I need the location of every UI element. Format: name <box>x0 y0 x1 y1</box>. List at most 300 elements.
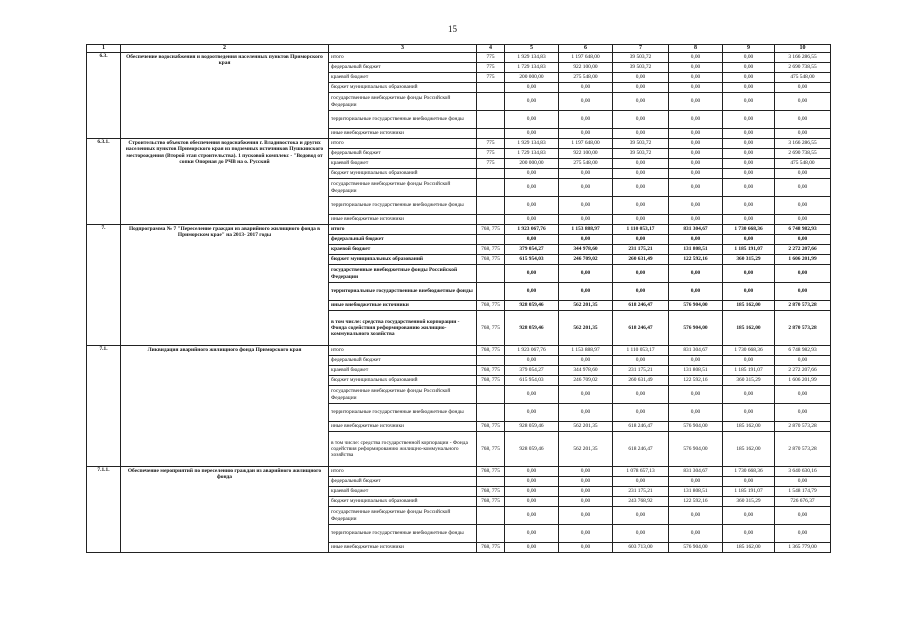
funding-source-label: государственные внебюджетные фонды Российской Федерации <box>329 93 477 111</box>
section-title: Подпрограмма № 7 "Переселение граждан из аварийного жилищного фонда в Приморском крае" на 2013- 2017 годы <box>121 225 329 346</box>
amount-cell: 185 162,00 <box>723 422 775 432</box>
amount-cell: 0,00 <box>613 215 669 225</box>
amount-cell: 562 201,35 <box>559 432 613 467</box>
section-title: Обеспечение мероприятий по переселению граждан из аварийного жилищного фонда <box>121 467 329 553</box>
amount-cell: 0,00 <box>505 283 559 301</box>
amount-cell: 1 929 134,83 <box>505 139 559 149</box>
amount-cell: 576 904,00 <box>669 543 723 553</box>
amount-cell: 0,00 <box>505 179 559 197</box>
code-cell <box>477 129 505 139</box>
amount-cell: 246 709,02 <box>559 255 613 265</box>
amount-cell: 0,00 <box>559 179 613 197</box>
amount-cell: 1 929 134,83 <box>505 53 559 63</box>
funding-source-label: иные внебюджетные источники <box>329 215 477 225</box>
amount-cell: 0,00 <box>559 129 613 139</box>
code-cell: 768, 775 <box>477 497 505 507</box>
amount-cell: 122 592,16 <box>669 255 723 265</box>
table-row <box>87 53 831 63</box>
funding-source-label: итого <box>329 139 477 149</box>
funding-source-label: итого <box>329 467 477 477</box>
amount-cell: 231 175,21 <box>613 366 669 376</box>
code-cell <box>477 283 505 301</box>
funding-source-label: федеральный бюджет <box>329 235 477 245</box>
code-cell <box>477 356 505 366</box>
funding-source-label: государственные внебюджетные фонды Российской Федерации <box>329 265 477 283</box>
amount-cell: 360 315,29 <box>723 255 775 265</box>
code-cell: 768, 775 <box>477 366 505 376</box>
amount-cell: 0,00 <box>613 93 669 111</box>
amount-cell: 1 923 067,76 <box>505 225 559 235</box>
code-cell: 775 <box>477 139 505 149</box>
funding-source-label: в том числе: средства государственной корпорации - Фонда содействия реформированию жилищно-коммунального хозяйства <box>329 432 477 467</box>
amount-cell: 260 631,49 <box>613 255 669 265</box>
code-cell <box>477 169 505 179</box>
code-cell: 775 <box>477 63 505 73</box>
amount-cell: 0,00 <box>775 111 831 129</box>
amount-cell: 0,00 <box>505 497 559 507</box>
amount-cell: 928 059,46 <box>505 432 559 467</box>
amount-cell: 1 185 191,07 <box>723 487 775 497</box>
amount-cell: 0,00 <box>723 53 775 63</box>
amount-cell: 0,00 <box>505 386 559 404</box>
amount-cell: 3 166 286,55 <box>775 139 831 149</box>
column-number: 4 <box>477 45 505 53</box>
amount-cell: 0,00 <box>505 467 559 477</box>
funding-source-label: государственные внебюджетные фонды Российской Федерации <box>329 179 477 197</box>
amount-cell: 0,00 <box>505 404 559 422</box>
funding-source-label: бюджет муниципальных образований <box>329 497 477 507</box>
funding-source-label: федеральный бюджет <box>329 149 477 159</box>
funding-source-label: территориальные государственные внебюджетные фонды <box>329 525 477 543</box>
funding-source-label: краевой бюджет <box>329 159 477 169</box>
amount-cell: 0,00 <box>613 404 669 422</box>
amount-cell: 1 365 779,00 <box>775 543 831 553</box>
amount-cell: 0,00 <box>505 487 559 497</box>
amount-cell: 0,00 <box>559 93 613 111</box>
amount-cell: 0,00 <box>775 235 831 245</box>
amount-cell: 0,00 <box>559 356 613 366</box>
amount-cell: 0,00 <box>723 169 775 179</box>
amount-cell: 0,00 <box>559 404 613 422</box>
amount-cell: 0,00 <box>559 525 613 543</box>
amount-cell: 0,00 <box>775 265 831 283</box>
column-number: 2 <box>121 45 329 53</box>
amount-cell: 379 054,27 <box>505 366 559 376</box>
amount-cell: 615 954,03 <box>505 376 559 386</box>
code-cell <box>477 525 505 543</box>
code-cell <box>477 83 505 93</box>
amount-cell: 200 000,00 <box>505 73 559 83</box>
amount-cell: 360 315,29 <box>723 376 775 386</box>
amount-cell: 1 729 134,83 <box>505 149 559 159</box>
table-row <box>87 225 831 235</box>
amount-cell: 360 315,29 <box>723 497 775 507</box>
amount-cell: 615 954,03 <box>505 255 559 265</box>
code-cell: 768, 775 <box>477 311 505 346</box>
section-code: 7. <box>87 225 121 346</box>
code-cell: 768, 775 <box>477 432 505 467</box>
amount-cell: 39 503,72 <box>613 63 669 73</box>
amount-cell: 0,00 <box>669 139 723 149</box>
amount-cell: 0,00 <box>669 169 723 179</box>
amount-cell: 562 201,35 <box>559 301 613 311</box>
amount-cell: 0,00 <box>505 111 559 129</box>
amount-cell: 0,00 <box>613 356 669 366</box>
funding-source-label: федеральный бюджет <box>329 356 477 366</box>
amount-cell: 0,00 <box>613 129 669 139</box>
amount-cell: 0,00 <box>775 129 831 139</box>
amount-cell: 0,00 <box>613 386 669 404</box>
funding-source-label: в том числе: средства государственной корпорации - Фонда содействия реформированию жилищно-коммунального хозяйства <box>329 311 477 346</box>
funding-source-label: краевой бюджет <box>329 366 477 376</box>
amount-cell: 200 000,00 <box>505 159 559 169</box>
amount-cell: 831 304,67 <box>669 467 723 477</box>
amount-cell: 0,00 <box>505 197 559 215</box>
amount-cell: 0,00 <box>775 525 831 543</box>
code-cell <box>477 477 505 487</box>
amount-cell: 2 272 207,66 <box>775 245 831 255</box>
funding-source-label: краевой бюджет <box>329 487 477 497</box>
amount-cell: 0,00 <box>559 235 613 245</box>
amount-cell: 1 923 067,76 <box>505 346 559 356</box>
amount-cell: 0,00 <box>613 477 669 487</box>
amount-cell: 0,00 <box>669 404 723 422</box>
amount-cell: 2 870 573,28 <box>775 422 831 432</box>
amount-cell: 0,00 <box>669 149 723 159</box>
code-cell <box>477 215 505 225</box>
code-cell <box>477 507 505 525</box>
amount-cell: 0,00 <box>613 197 669 215</box>
amount-cell: 2 690 738,55 <box>775 63 831 73</box>
amount-cell: 0,00 <box>613 83 669 93</box>
amount-cell: 1 730 668,36 <box>723 346 775 356</box>
amount-cell: 246 709,02 <box>559 376 613 386</box>
code-cell <box>477 265 505 283</box>
funding-source-label: иные внебюджетные источники <box>329 543 477 553</box>
amount-cell: 928 059,46 <box>505 301 559 311</box>
funding-source-label: итого <box>329 53 477 63</box>
amount-cell: 0,00 <box>505 507 559 525</box>
amount-cell: 0,00 <box>775 477 831 487</box>
amount-cell: 6 748 982,93 <box>775 346 831 356</box>
amount-cell: 0,00 <box>723 129 775 139</box>
amount-cell: 6 748 982,93 <box>775 225 831 235</box>
amount-cell: 1 185 191,07 <box>723 245 775 255</box>
amount-cell: 1 197 648,00 <box>559 53 613 63</box>
amount-cell: 1 185 191,07 <box>723 366 775 376</box>
amount-cell: 0,00 <box>559 215 613 225</box>
amount-cell: 0,00 <box>775 83 831 93</box>
amount-cell: 0,00 <box>669 197 723 215</box>
section-code: 7.1.1. <box>87 467 121 553</box>
amount-cell: 0,00 <box>723 404 775 422</box>
amount-cell: 231 175,21 <box>613 245 669 255</box>
amount-cell: 231 175,21 <box>613 487 669 497</box>
funding-source-label: итого <box>329 346 477 356</box>
amount-cell: 0,00 <box>775 93 831 111</box>
code-cell: 768, 775 <box>477 467 505 477</box>
amount-cell: 344 978,60 <box>559 366 613 376</box>
section-code: 6.3. <box>87 53 121 139</box>
funding-source-label: территориальные государственные внебюджетные фонды <box>329 404 477 422</box>
amount-cell: 0,00 <box>559 283 613 301</box>
amount-cell: 0,00 <box>505 215 559 225</box>
amount-cell: 0,00 <box>613 507 669 525</box>
funding-source-label: федеральный бюджет <box>329 63 477 73</box>
amount-cell: 922 100,00 <box>559 63 613 73</box>
amount-cell: 0,00 <box>669 265 723 283</box>
amount-cell: 0,00 <box>723 356 775 366</box>
amount-cell: 131 808,51 <box>669 366 723 376</box>
amount-cell: 0,00 <box>613 525 669 543</box>
amount-cell: 0,00 <box>669 129 723 139</box>
amount-cell: 0,00 <box>505 235 559 245</box>
code-cell: 775 <box>477 73 505 83</box>
amount-cell: 0,00 <box>559 467 613 477</box>
amount-cell: 122 592,16 <box>669 497 723 507</box>
amount-cell: 0,00 <box>613 283 669 301</box>
amount-cell: 618 246,47 <box>613 422 669 432</box>
amount-cell: 576 904,00 <box>669 311 723 346</box>
section-code: 6.3.1. <box>87 139 121 225</box>
amount-cell: 0,00 <box>559 111 613 129</box>
amount-cell: 0,00 <box>723 93 775 111</box>
amount-cell: 243 768,92 <box>613 497 669 507</box>
amount-cell: 2 272 207,66 <box>775 366 831 376</box>
amount-cell: 1 110 053,17 <box>613 225 669 235</box>
amount-cell: 0,00 <box>669 93 723 111</box>
amount-cell: 0,00 <box>723 73 775 83</box>
amount-cell: 0,00 <box>669 507 723 525</box>
amount-cell: 726 676,37 <box>775 497 831 507</box>
amount-cell: 0,00 <box>559 386 613 404</box>
amount-cell: 39 503,72 <box>613 149 669 159</box>
code-cell: 775 <box>477 53 505 63</box>
amount-cell: 0,00 <box>669 235 723 245</box>
code-cell: 768, 775 <box>477 543 505 553</box>
amount-cell: 0,00 <box>559 543 613 553</box>
amount-cell: 0,00 <box>775 356 831 366</box>
amount-cell: 618 246,47 <box>613 432 669 467</box>
amount-cell: 603 713,00 <box>613 543 669 553</box>
amount-cell: 185 162,00 <box>723 543 775 553</box>
amount-cell: 0,00 <box>723 83 775 93</box>
amount-cell: 0,00 <box>505 477 559 487</box>
amount-cell: 0,00 <box>775 215 831 225</box>
funding-source-label: государственные внебюджетные фонды Российской Федерации <box>329 507 477 525</box>
amount-cell: 0,00 <box>669 159 723 169</box>
amount-cell: 0,00 <box>505 543 559 553</box>
amount-cell: 0,00 <box>613 73 669 83</box>
amount-cell: 0,00 <box>775 179 831 197</box>
amount-cell: 562 201,35 <box>559 422 613 432</box>
funding-source-label: краевой бюджет <box>329 73 477 83</box>
amount-cell: 618 246,47 <box>613 301 669 311</box>
amount-cell: 0,00 <box>613 235 669 245</box>
amount-cell: 0,00 <box>559 169 613 179</box>
amount-cell: 1 730 668,36 <box>723 467 775 477</box>
column-number: 6 <box>559 45 613 53</box>
section-title: Строительство объектов обеспечения водоснабжения г. Владивостока и других населенных пунктов Приморского края из подземных источников Пушкинского месторождения (Второй этап строительства). 1 пусковой комплекс - "Водовод от сопки Опорная до РЧВ на о. Русский <box>121 139 329 225</box>
amount-cell: 0,00 <box>775 507 831 525</box>
section-title: Ликвидация аварийного жилищного фонда Приморского края <box>121 346 329 467</box>
amount-cell: 0,00 <box>559 265 613 283</box>
amount-cell: 1 197 648,00 <box>559 139 613 149</box>
amount-cell: 185 162,00 <box>723 311 775 346</box>
amount-cell: 131 808,51 <box>669 245 723 255</box>
amount-cell: 0,00 <box>505 169 559 179</box>
amount-cell: 1 730 668,36 <box>723 225 775 235</box>
amount-cell: 0,00 <box>723 507 775 525</box>
code-cell: 768, 775 <box>477 376 505 386</box>
amount-cell: 0,00 <box>669 63 723 73</box>
code-cell <box>477 386 505 404</box>
funding-source-label: бюджет муниципальных образований <box>329 83 477 93</box>
section-title: Обеспечение водоснабжения и водоотведения населенных пунктов Приморского края <box>121 53 329 139</box>
amount-cell: 0,00 <box>723 149 775 159</box>
amount-cell: 0,00 <box>669 53 723 63</box>
amount-cell: 1 153 888,97 <box>559 346 613 356</box>
amount-cell: 0,00 <box>669 477 723 487</box>
amount-cell: 0,00 <box>669 215 723 225</box>
code-cell: 768, 775 <box>477 225 505 235</box>
code-cell: 768, 775 <box>477 255 505 265</box>
amount-cell: 0,00 <box>559 497 613 507</box>
section-code: 7.1. <box>87 346 121 467</box>
amount-cell: 3 166 286,55 <box>775 53 831 63</box>
amount-cell: 2 870 573,28 <box>775 301 831 311</box>
amount-cell: 576 904,00 <box>669 301 723 311</box>
amount-cell: 831 304,67 <box>669 346 723 356</box>
amount-cell: 0,00 <box>559 197 613 215</box>
amount-cell: 0,00 <box>723 215 775 225</box>
amount-cell: 0,00 <box>775 169 831 179</box>
amount-cell: 379 054,27 <box>505 245 559 255</box>
amount-cell: 0,00 <box>723 525 775 543</box>
column-number: 5 <box>505 45 559 53</box>
amount-cell: 0,00 <box>723 139 775 149</box>
column-number: 3 <box>329 45 477 53</box>
amount-cell: 2 870 573,28 <box>775 432 831 467</box>
code-cell <box>477 235 505 245</box>
amount-cell: 0,00 <box>505 525 559 543</box>
amount-cell: 0,00 <box>613 159 669 169</box>
amount-cell: 0,00 <box>505 93 559 111</box>
funding-source-label: бюджет муниципальных образований <box>329 376 477 386</box>
amount-cell: 185 162,00 <box>723 301 775 311</box>
amount-cell: 122 592,16 <box>669 376 723 386</box>
amount-cell: 2 690 738,55 <box>775 149 831 159</box>
code-cell: 775 <box>477 149 505 159</box>
amount-cell: 275 548,00 <box>559 73 613 83</box>
column-number: 1 <box>87 45 121 53</box>
amount-cell: 0,00 <box>723 477 775 487</box>
amount-cell: 0,00 <box>723 179 775 197</box>
code-cell <box>477 404 505 422</box>
code-cell <box>477 93 505 111</box>
amount-cell: 0,00 <box>559 507 613 525</box>
funding-source-label: бюджет муниципальных образований <box>329 255 477 265</box>
amount-cell: 0,00 <box>613 169 669 179</box>
funding-source-label: итого <box>329 225 477 235</box>
amount-cell: 3 640 630,16 <box>775 467 831 477</box>
amount-cell: 0,00 <box>669 283 723 301</box>
amount-cell: 0,00 <box>505 83 559 93</box>
amount-cell: 0,00 <box>723 159 775 169</box>
amount-cell: 562 201,35 <box>559 311 613 346</box>
amount-cell: 0,00 <box>723 111 775 129</box>
amount-cell: 131 808,51 <box>669 487 723 497</box>
amount-cell: 0,00 <box>505 129 559 139</box>
amount-cell: 0,00 <box>669 179 723 197</box>
column-number: 8 <box>669 45 723 53</box>
code-cell <box>477 197 505 215</box>
table-body <box>87 45 831 553</box>
budget-table <box>86 44 831 553</box>
amount-cell: 831 304,67 <box>669 225 723 235</box>
amount-cell: 1 729 134,83 <box>505 63 559 73</box>
amount-cell: 0,00 <box>559 83 613 93</box>
amount-cell: 0,00 <box>775 197 831 215</box>
amount-cell: 185 162,00 <box>723 432 775 467</box>
amount-cell: 344 978,60 <box>559 245 613 255</box>
amount-cell: 1 110 053,17 <box>613 346 669 356</box>
table-row <box>87 346 831 356</box>
amount-cell: 1 153 888,97 <box>559 225 613 235</box>
amount-cell: 2 870 573,28 <box>775 311 831 346</box>
column-number-row <box>87 45 831 53</box>
amount-cell: 1 606 201,99 <box>775 255 831 265</box>
amount-cell: 0,00 <box>559 487 613 497</box>
amount-cell: 475 548,00 <box>775 73 831 83</box>
code-cell: 775 <box>477 159 505 169</box>
funding-source-label: иные внебюджетные источники <box>329 301 477 311</box>
amount-cell: 0,00 <box>723 63 775 73</box>
amount-cell: 0,00 <box>669 386 723 404</box>
amount-cell: 0,00 <box>669 356 723 366</box>
code-cell: 768, 775 <box>477 245 505 255</box>
amount-cell: 1 606 201,99 <box>775 376 831 386</box>
code-cell: 768, 775 <box>477 487 505 497</box>
funding-source-label: иные внебюджетные источники <box>329 422 477 432</box>
amount-cell: 0,00 <box>775 404 831 422</box>
amount-cell: 0,00 <box>613 265 669 283</box>
amount-cell: 260 631,49 <box>613 376 669 386</box>
funding-source-label: территориальные государственные внебюджетные фонды <box>329 111 477 129</box>
amount-cell: 0,00 <box>669 111 723 129</box>
code-cell: 768, 775 <box>477 346 505 356</box>
column-number: 9 <box>723 45 775 53</box>
funding-source-label: государственные внебюджетные фонды Российской Федерации <box>329 386 477 404</box>
amount-cell: 0,00 <box>775 283 831 301</box>
funding-source-label: территориальные государственные внебюджетные фонды <box>329 283 477 301</box>
code-cell: 768, 775 <box>477 301 505 311</box>
amount-cell: 0,00 <box>613 179 669 197</box>
funding-source-label: федеральный бюджет <box>329 477 477 487</box>
amount-cell: 1 078 657,13 <box>613 467 669 477</box>
code-cell <box>477 179 505 197</box>
amount-cell: 922 100,00 <box>559 149 613 159</box>
table-row <box>87 139 831 149</box>
amount-cell: 39 503,72 <box>613 53 669 63</box>
amount-cell: 576 904,00 <box>669 432 723 467</box>
table-row <box>87 467 831 477</box>
amount-cell: 0,00 <box>559 477 613 487</box>
amount-cell: 0,00 <box>723 283 775 301</box>
amount-cell: 0,00 <box>669 525 723 543</box>
amount-cell: 39 503,72 <box>613 139 669 149</box>
amount-cell: 928 059,46 <box>505 311 559 346</box>
